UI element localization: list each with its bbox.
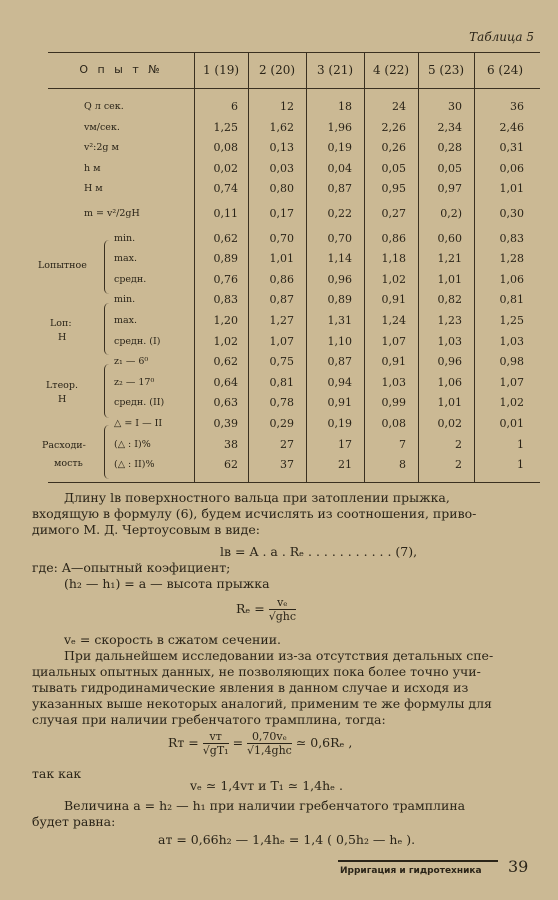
table-cell: 1,03	[381, 375, 406, 389]
row-label: z₂ — 17⁰	[114, 376, 155, 388]
group-brace	[104, 240, 110, 294]
table-cell: 0,89	[213, 252, 238, 266]
group-label-l-teor: Lтеор.	[46, 380, 79, 391]
table-cell: 1,06	[499, 272, 524, 286]
row-label: min.	[114, 294, 136, 306]
formula-rc-den: √ghc	[268, 610, 296, 623]
table-cell: 1,27	[269, 314, 294, 327]
table-cell: 1,02	[381, 272, 406, 286]
table-cell: 2	[455, 437, 462, 451]
formula-rt-fraction-2	[247, 730, 292, 757]
row-label: m = v²/2gH	[84, 208, 140, 219]
table-row	[0, 413, 558, 434]
table-cell: 1,10	[327, 334, 352, 348]
table-bottom-rule	[48, 482, 540, 483]
table-cell: 0,11	[213, 207, 238, 220]
table-cell: 1,02	[213, 334, 238, 348]
table-cell: 0,96	[437, 355, 462, 369]
table-cell: 0,02	[437, 417, 462, 430]
row-label: Q л сек.	[84, 101, 124, 112]
table-cell: 1,06	[437, 375, 462, 389]
column-header: 2 (20)	[258, 63, 296, 77]
paragraph-line: циальных опытных данных, не позволяющих пока более точно учи-	[32, 664, 481, 679]
since-label: так как	[32, 766, 82, 781]
row-label: H м	[84, 183, 103, 195]
table-cell: 0,04	[327, 161, 352, 175]
formula-rc-fraction	[269, 596, 296, 623]
since-formula: vₑ ≃ 1,4vт и T₁ ≃ 1,4hₑ .	[190, 778, 343, 793]
table-cell: 0,02	[213, 161, 238, 175]
formula-at: aт = 0,66h₂ — 1,4hₑ = 1,4 ( 0,5h₂ — hₑ ).	[158, 832, 416, 847]
table-cell: 0,08	[381, 417, 406, 430]
table-cell: 0,29	[269, 417, 294, 430]
column-header: 1 (19)	[202, 63, 240, 77]
table-cell: 0,19	[327, 141, 352, 155]
row-label: z₁ — 6⁰	[114, 356, 149, 368]
where-line: (h₂ — h₁) = a — высота прыжка	[64, 576, 270, 591]
table-cell: 0,64	[213, 375, 238, 389]
table-cell: 0,87	[327, 182, 352, 196]
table-cell: 0,78	[269, 396, 294, 410]
table-cell: 1,21	[437, 252, 462, 266]
table-cell: 38	[224, 437, 238, 451]
vc-definition: vₑ = скорость в сжатом сечении.	[64, 632, 282, 647]
group-label-l-opyt: Lопытное	[38, 260, 87, 271]
table-cell: 2,26	[381, 120, 406, 134]
table-row	[0, 310, 558, 331]
table-cell: 0,70	[269, 231, 294, 245]
table-cell: 0,99	[381, 396, 406, 410]
table-cell: 1,62	[269, 120, 294, 134]
paragraph-line: указанных выше некоторых аналогий, применим те же формулы для	[32, 696, 492, 711]
table-cell: 2	[455, 458, 462, 472]
table-cell: 0,30	[499, 207, 524, 220]
table-row	[0, 228, 558, 249]
table-cell: 12	[280, 100, 294, 113]
formula-rt-right: ≃ 0,6Rₑ ,	[295, 735, 353, 750]
formula-rc	[236, 596, 436, 623]
table-cell: 2,34	[437, 120, 462, 134]
table-cell: 1,01	[269, 252, 294, 266]
formula-rt-num2: 0,70vₑ	[247, 730, 292, 744]
row-label: средн. (I)	[114, 335, 161, 347]
table-row	[0, 203, 558, 224]
formula-rt-left: Rт =	[168, 735, 199, 750]
table-cell: 0,05	[437, 161, 462, 175]
formula-7: lв = A . a . Rₑ . . . . . . . . . . . (7),	[220, 544, 418, 559]
table-cell: 0,87	[327, 355, 352, 369]
table-cell: 1,07	[269, 334, 294, 348]
formula-rt	[168, 730, 448, 757]
table-row	[0, 137, 558, 158]
formula-rt-fraction-1	[203, 730, 229, 757]
table-cell: 37	[280, 458, 294, 472]
table-cell: 0,86	[269, 272, 294, 286]
table-row	[0, 158, 558, 179]
table-cell: 8	[399, 458, 406, 472]
row-label: max.	[114, 315, 138, 326]
paragraph-line: будет равна:	[32, 814, 116, 829]
table-cell: 0,17	[269, 207, 294, 220]
row-label: (△ : I)%	[114, 438, 151, 450]
table-cell: 0,31	[499, 141, 524, 155]
table-cell: 0,86	[381, 231, 406, 245]
table-cell: 0,62	[213, 355, 238, 369]
paragraph-line: Длину lв поверхностного вальца при затоплении прыжка,	[64, 490, 450, 505]
table-cell: 0,19	[327, 417, 352, 430]
group-label-rashod: Расходи-	[42, 440, 86, 451]
table-cell: 1,96	[327, 120, 352, 134]
table-cell: 1,25	[499, 314, 524, 327]
table-cell: 0,27	[381, 207, 406, 220]
paragraph-line: случая при наличии гребенчатого трамплина, тогда:	[32, 712, 386, 727]
journal-name: Ирригация и гидротехника	[340, 866, 482, 876]
row-label: max.	[114, 253, 138, 265]
row-label: (△ : II)%	[114, 459, 155, 471]
table-cell: 1,23	[437, 314, 462, 327]
table-cell: 0,60	[437, 231, 462, 245]
paragraph-line: Величина a = h₂ — h₁ при наличии гребенчатого трамплина	[64, 798, 466, 813]
table-cell: 1	[517, 458, 524, 472]
table-cell: 0,74	[213, 182, 238, 196]
table-cell: 0,39	[213, 417, 238, 430]
row-label: средн. (II)	[114, 397, 165, 409]
table-row	[0, 178, 558, 199]
table-cell: 1,20	[213, 314, 238, 327]
group-label-l-op-h: Lоп:	[50, 318, 72, 329]
table-cell: 0,83	[499, 231, 524, 245]
table-cell: 1,31	[327, 314, 352, 327]
table-cell: 1,01	[437, 272, 462, 286]
table-cell: 0,01	[499, 417, 524, 430]
table-cell: 0,80	[269, 182, 294, 196]
table-cell: 0,2)	[440, 207, 462, 220]
formula-rc-num: vₑ	[269, 596, 296, 610]
group-label-l-teor-den: H	[58, 394, 67, 405]
formula-rt-num1: vт	[203, 730, 229, 744]
table-cell: 17	[338, 437, 352, 451]
column-header: 6 (24)	[486, 63, 524, 77]
group-brace	[104, 425, 110, 479]
table-header-rule	[48, 88, 540, 89]
table-cell: 1,07	[499, 375, 524, 389]
formula-rt-den1: √gT₁	[202, 744, 229, 757]
table-cell: 0,82	[437, 293, 462, 307]
table-cell: 0,91	[381, 293, 406, 307]
group-brace	[104, 303, 110, 355]
table-cell: 0,83	[213, 293, 238, 307]
table-cell: 0,91	[327, 396, 352, 410]
table-cell: 21	[338, 458, 352, 472]
page-number: 39	[508, 857, 529, 876]
table-cell: 2,46	[499, 120, 524, 134]
table-cell: 1,03	[499, 334, 524, 348]
table-header-label: О п ы т №	[79, 63, 163, 76]
table-cell: 1	[517, 437, 524, 451]
group-label-l-op-h-den: H	[58, 332, 67, 343]
table-cell: 1,24	[381, 314, 406, 327]
table-cell: 62	[224, 458, 238, 472]
table-cell: 1,14	[327, 252, 352, 266]
table-cell: 0,70	[327, 231, 352, 245]
table-cell: 1,03	[437, 334, 462, 348]
row-label: vм/сек.	[84, 121, 120, 133]
table-top-rule	[48, 52, 540, 53]
table-cell: 0,13	[269, 141, 294, 155]
table-cell: 24	[392, 100, 406, 113]
table-title: Таблица 5	[469, 30, 534, 44]
table-cell: 0,28	[437, 141, 462, 155]
paragraph-line: входящую в формулу (6), будем исчислять из соотношения, приво-	[32, 506, 477, 521]
table-cell: 0,63	[213, 396, 238, 410]
table-cell: 0,76	[213, 272, 238, 286]
table-cell: 36	[510, 100, 524, 113]
row-label: средн.	[114, 273, 147, 285]
table-cell: 1,28	[499, 252, 524, 266]
table-row	[0, 392, 558, 413]
table-cell: 0,03	[269, 161, 294, 175]
table-cell: 0,26	[381, 141, 406, 155]
table-cell: 0,08	[213, 141, 238, 155]
table-cell: 0,87	[269, 293, 294, 307]
group-brace	[104, 364, 110, 418]
table-row	[0, 96, 558, 117]
table-cell: 7	[399, 437, 406, 451]
row-label: min.	[114, 232, 136, 244]
table-cell: 27	[280, 437, 294, 451]
table-row	[0, 331, 558, 352]
table-cell: 30	[448, 100, 462, 113]
row-label: h м	[84, 162, 101, 174]
paragraph-line: димого М. Д. Чертоусовым в виде:	[32, 522, 260, 537]
table-cell: 0,98	[499, 355, 524, 369]
table-cell: 18	[338, 100, 352, 113]
table-row	[0, 117, 558, 138]
table-cell: 0,95	[381, 182, 406, 196]
table-row	[0, 351, 558, 372]
table-cell: 1,18	[381, 252, 406, 266]
table-cell: 0,75	[269, 355, 294, 369]
paragraph-line: При дальнейшем исследовании из-за отсутствия детальных спе-	[64, 648, 494, 663]
table-cell: 1,07	[381, 334, 406, 348]
column-header: 4 (22)	[372, 63, 410, 77]
formula-rt-den2: √1,4ghc	[247, 744, 292, 757]
formula-rt-eq: =	[232, 735, 244, 750]
table-cell: 1,01	[437, 396, 462, 410]
table-row	[0, 269, 558, 290]
table-cell: 1,01	[499, 182, 524, 196]
table-cell: 0,22	[327, 207, 352, 220]
formula-rc-left: Rₑ =	[236, 601, 265, 616]
where-line: где: A—опытный коэфициент;	[32, 560, 231, 575]
footer-rule	[338, 860, 498, 862]
table-cell: 0,94	[327, 375, 352, 389]
table-cell: 1,25	[213, 120, 238, 134]
row-label: v²:2g м	[84, 142, 119, 154]
paragraph-line: тывать гидродинамические явления в данном случае и исходя из	[32, 680, 469, 695]
table-cell: 0,89	[327, 293, 352, 307]
table-cell: 0,81	[499, 293, 524, 307]
table-cell: 0,06	[499, 161, 524, 175]
table-cell: 0,96	[327, 272, 352, 286]
table-cell: 0,91	[381, 355, 406, 369]
column-header: 5 (23)	[427, 63, 465, 77]
table-cell: 0,81	[269, 375, 294, 389]
table-cell: 0,97	[437, 182, 462, 196]
table-cell: 1,02	[499, 396, 524, 410]
table-row	[0, 289, 558, 310]
table-row	[0, 454, 558, 475]
table-cell: 0,62	[213, 231, 238, 245]
row-label: △ = I — II	[114, 418, 163, 429]
table-cell: 6	[231, 100, 238, 113]
column-header: 3 (21)	[316, 63, 354, 77]
group-label-rashod-2: мость	[54, 458, 83, 469]
table-row	[0, 372, 558, 393]
table-cell: 0,05	[381, 161, 406, 175]
